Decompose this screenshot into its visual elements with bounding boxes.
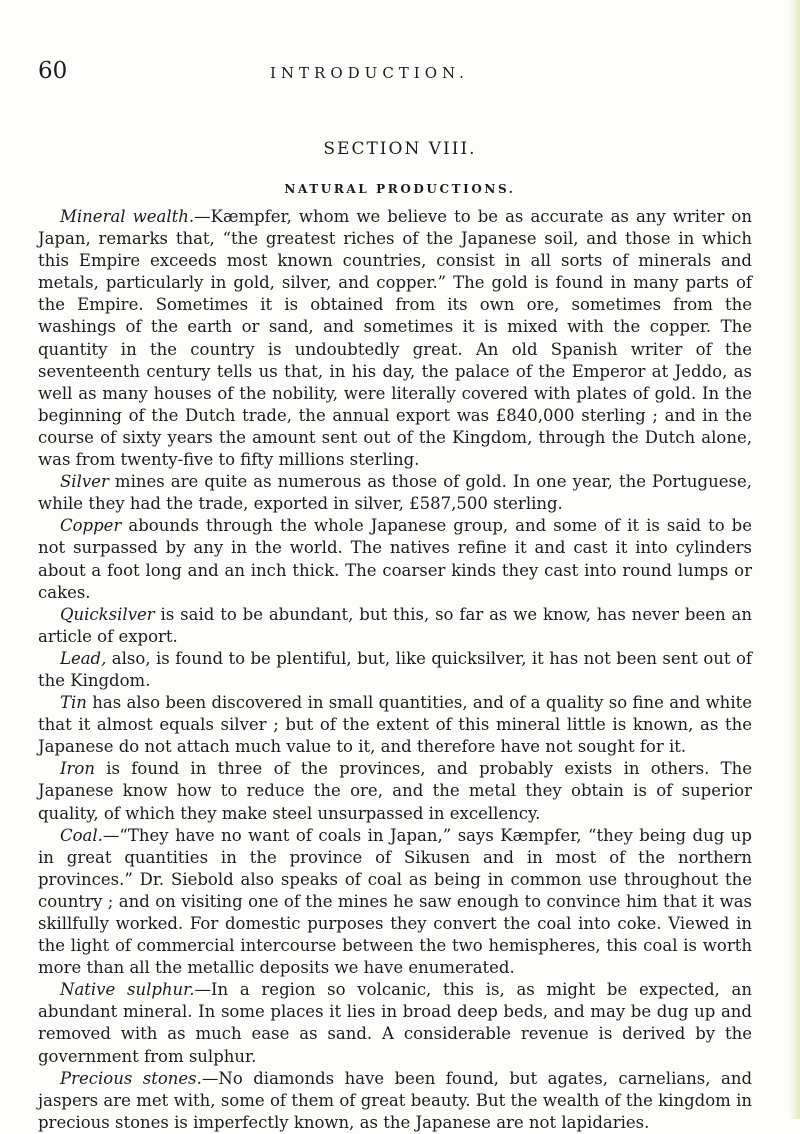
paragraph-text: —Kæmpfer, whom we believe to be as accurate as any writer on Japan, remarks that, “the greatest riches of the Japanese soil, and those in which this Empire exceeds most known countries, consist in all sorts of minerals and metals, particularly in gold, silver, and copper.” The gold is found in many parts of the Empire. Sometimes it is obtained from its own ore, sometimes from the washings of the earth or sand, and sometimes it is mixed with the copper. The quantity in the country is undoubtedly great. An old Spanish writer of the seventeenth century tells us that, in his day, the palace of the Emperor at Jeddo, as well as many houses of the nobility, were literally covered with plates of gold. In the beginning of the Dutch trade, the annual export was £840,000 sterling ; and in the course of sixty years the amount sent out of the Kingdom, through the Dutch alone, was from twenty-five to fifty millions sterling. xyxy=(38,207,752,470)
paragraph-lead: Mineral wealth. xyxy=(60,207,195,226)
paragraph-text: —“They have no want of coals in Japan,” says Kæmpfer, “they being dug up in great quantities in the province of Sikusen and in most of the northern provinces.” Dr. Siebold also speaks of coal as being in common use throughout the country ; and on visiting one of the mines he saw enough to convince him that it was skillfully worked. For domestic purposes they convert the coal into coke. Viewed in the light of commercial intercourse between the two hemispheres, this coal is worth more than all the metallic deposits we have enumerated. xyxy=(38,825,752,978)
paragraph-text: is said to be abundant, but this, so far as we know, has never been an article of export. xyxy=(38,604,752,646)
paragraph-lead: Precious stones. xyxy=(60,1068,202,1088)
paragraph-lead-metal xyxy=(38,648,752,692)
paragraph-lead: Copper xyxy=(60,516,122,536)
paragraph-text: also, is found to be plentiful, but, like quicksilver, it has not been sent out of the Kingdom. xyxy=(38,648,752,690)
paragraph-tin xyxy=(38,692,752,758)
paragraph-lead: Coal. xyxy=(60,825,103,845)
paragraph-quicksilver xyxy=(38,604,752,648)
paragraph-mineral-wealth xyxy=(38,206,752,471)
paragraph-coal xyxy=(38,825,752,980)
paragraph-text: mines are quite as numerous as those of gold. In one year, the Portuguese, while they had the trade, exported in silver, £587,500 sterling. xyxy=(38,472,752,514)
paragraph-precious-stones xyxy=(38,1068,752,1134)
paragraph-lead: Iron xyxy=(60,759,95,779)
paragraph-lead: Tin xyxy=(60,693,87,713)
paragraph-native-sulphur xyxy=(38,979,752,1067)
paragraph-lead: Lead, xyxy=(60,648,107,668)
paragraph-lead: Silver xyxy=(60,472,109,492)
body-text xyxy=(38,206,752,1134)
paragraph-text: abounds through the whole Japanese group, and some of it is said to be not surpassed by any in the world. The natives refine it and cast it into cylinders about a foot long and an inch thick. The coarser kinds they cast into round lumps or cakes. xyxy=(38,516,752,602)
paragraph-text: —In a region so volcanic, this is, as might be expected, an abundant mineral. In some places it lies in broad deep beds, and may be dug up and removed with as much ease as sand. A considerable revenue is derived by the government from sulphur. xyxy=(38,980,752,1066)
paragraph-lead: Quicksilver xyxy=(60,604,155,624)
paragraph-lead: Native sulphur. xyxy=(60,980,195,1000)
page-edge xyxy=(788,0,800,1119)
paragraph-text: has also been discovered in small quantities, and of a quality so fine and white that it almost equals silver ; but of the extent of this mineral little is known, as the Japanese do not attach much value to it, and therefore have not sought for it. xyxy=(38,693,752,757)
paragraph-copper xyxy=(38,515,752,603)
paragraph-iron xyxy=(38,758,752,824)
paragraph-silver xyxy=(38,471,752,515)
paragraph-text: —No diamonds have been found, but agates, carnelians, and jaspers are met with, some of them of great beauty. But the wealth of the kingdom in precious stones is imperfectly known, as the Japanese are not lapidaries. xyxy=(38,1068,753,1132)
section-subtitle: NATURAL PRODUCTIONS. xyxy=(284,182,516,196)
section-title: SECTION VIII. xyxy=(323,139,477,159)
paragraph-text: is found in three of the provinces, and probably exists in others. The Japanese know how to reduce the ore, and the metal they obtain is of superior quality, of which they make steel unsurpassed in excellency. xyxy=(38,759,752,823)
page-number: 60 xyxy=(38,58,68,84)
running-head: INTRODUCTION. xyxy=(270,64,469,82)
